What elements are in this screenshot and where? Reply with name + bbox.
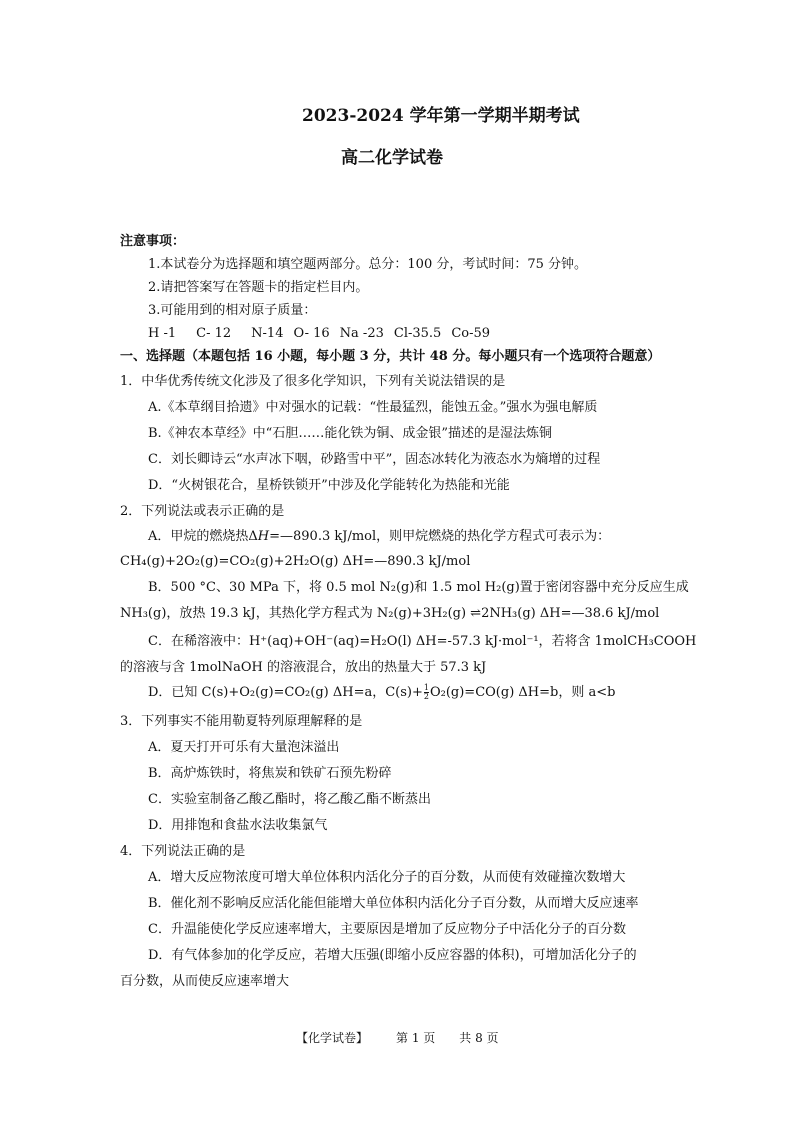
section-heading: 一、选择题（本题包括 16 小题，每小题 3 分，共计 48 分。每小题只有一个选项符合题意） <box>120 349 661 364</box>
atomic-mass-co: Co-59 <box>451 326 491 341</box>
atomic-mass-n: N-14 <box>251 326 284 341</box>
question-1-option-b: B.《神农本草经》中“石胆……能化铁为铜、成金银”描述的是湿法炼铜 <box>148 426 552 441</box>
question-4-option-d: D．有气体参加的化学反应，若增大压强(即缩小反应容器的体积)，可增加活化分子的 <box>148 948 637 963</box>
q2d-text-post: O₂(g)=CO(g) ΔH=b，则 a<b <box>429 685 616 700</box>
fraction-denominator: 2 <box>423 692 429 701</box>
note-item-1: 1.本试卷分为选择题和填空题两部分。总分：100 分，考试时间：75 分钟。 <box>148 257 588 272</box>
question-4-option-b: B．催化剂不影响反应活化能但能增大单位体积内活化分子百分数，从而增大反应速率 <box>148 896 639 911</box>
exam-title: 2023-2024 学年第一学期半期考试 <box>302 106 580 126</box>
question-1-option-c: C．刘长卿诗云“水声冰下咽，砂路雪中平”，固态冰转化为液态水为熵增的过程 <box>148 452 601 467</box>
q2d-text-pre: D．已知 C(s)+O₂(g)=CO₂(g) ΔH=a，C(s)+ <box>148 685 423 700</box>
q2a-text-post: =—890.3 kJ/mol，则甲烷燃烧的热化学方程式可表示为： <box>269 529 611 544</box>
notes-heading: 注意事项： <box>120 234 186 249</box>
footer-total: 共 8 页 <box>459 1031 499 1045</box>
question-2-option-a-line2: CH₄(g)+2O₂(g)=CO₂(g)+2H₂O(g) ΔH=—890.3 kJ/mol <box>120 554 471 569</box>
question-1-stem: 1．中华优秀传统文化涉及了很多化学知识，下列有关说法错误的是 <box>120 374 506 389</box>
question-4-option-c: C．升温能使化学反应速率增大，主要原因是增加了反应物分子中活化分子的百分数 <box>148 922 626 937</box>
footer <box>296 1030 499 1046</box>
atomic-mass-c: C- 12 <box>196 326 232 341</box>
atomic-masses <box>148 326 490 342</box>
q2a-delta-h: H <box>257 529 270 544</box>
question-3-option-c: C．实验室制备乙酸乙酯时，将乙酸乙酯不断蒸出 <box>148 792 431 807</box>
question-2-option-d <box>148 684 615 701</box>
question-3-option-d: D．用排饱和食盐水法收集氯气 <box>148 818 328 833</box>
note-item-3: 3.可能用到的相对原子质量： <box>148 303 317 318</box>
subject-title: 高二化学试卷 <box>341 148 443 168</box>
question-4-stem: 4．下列说法正确的是 <box>120 844 246 859</box>
question-4-option-a: A．增大反应物浓度可增大单位体积内活化分子的百分数，从而使有效碰撞次数增大 <box>148 870 626 885</box>
q2a-text-pre: A．甲烷的燃烧热Δ <box>148 529 258 544</box>
question-2-stem: 2．下列说法或表示正确的是 <box>120 504 285 519</box>
fraction-numerator: 1 <box>423 683 429 692</box>
question-3-stem: 3．下列事实不能用勒夏特列原理解释的是 <box>120 714 363 729</box>
question-4-option-d-continuation: 百分数，从而使反应速率增大 <box>120 974 290 989</box>
atomic-mass-h: H -1 <box>148 326 177 341</box>
atomic-mass-na: Na -23 <box>339 326 384 341</box>
question-1-option-a: A.《本草纲目拾遗》中对强水的记载：“性最猛烈，能蚀五金。”强水为强电解质 <box>148 400 598 415</box>
question-2-option-c-line1: C．在稀溶液中：H⁺(aq)+OH⁻(aq)=H₂O(l) ΔH=-57.3 kJ·mol⁻¹，若将含 1molCH₃COOH <box>148 634 697 649</box>
question-2-option-b-line2: NH₃(g)，放热 19.3 kJ，其热化学方程式为 N₂(g)+3H₂(g) ⇌2NH₃(g) ΔH=—38.6 kJ/mol <box>120 606 660 621</box>
question-2-option-a-line1 <box>148 529 610 545</box>
question-3-option-b: B．高炉炼铁时，将焦炭和铁矿石预先粉碎 <box>148 766 392 781</box>
note-item-2: 2.请把答案写在答题卡的指定栏目内。 <box>148 280 369 295</box>
question-1-option-d: D．“火树银花合，星桥铁锁开”中涉及化学能转化为热能和光能 <box>148 478 510 493</box>
question-3-option-a: A．夏天打开可乐有大量泡沫溢出 <box>148 740 340 755</box>
footer-label: 【化学试卷】 <box>296 1031 369 1045</box>
atomic-mass-cl: Cl-35.5 <box>393 326 442 341</box>
atomic-mass-o: O- 16 <box>293 326 330 341</box>
one-half-fraction <box>424 684 429 701</box>
question-2-option-b-line1: B．500 °C、30 MPa 下，将 0.5 mol N₂(g)和 1.5 mol H₂(g)置于密闭容器中充分反应生成 <box>148 580 689 595</box>
question-2-option-c-line2: 的溶液与含 1molNaOH 的溶液混合，放出的热量大于 57.3 kJ <box>120 660 487 675</box>
footer-page: 第 1 页 <box>396 1031 436 1045</box>
